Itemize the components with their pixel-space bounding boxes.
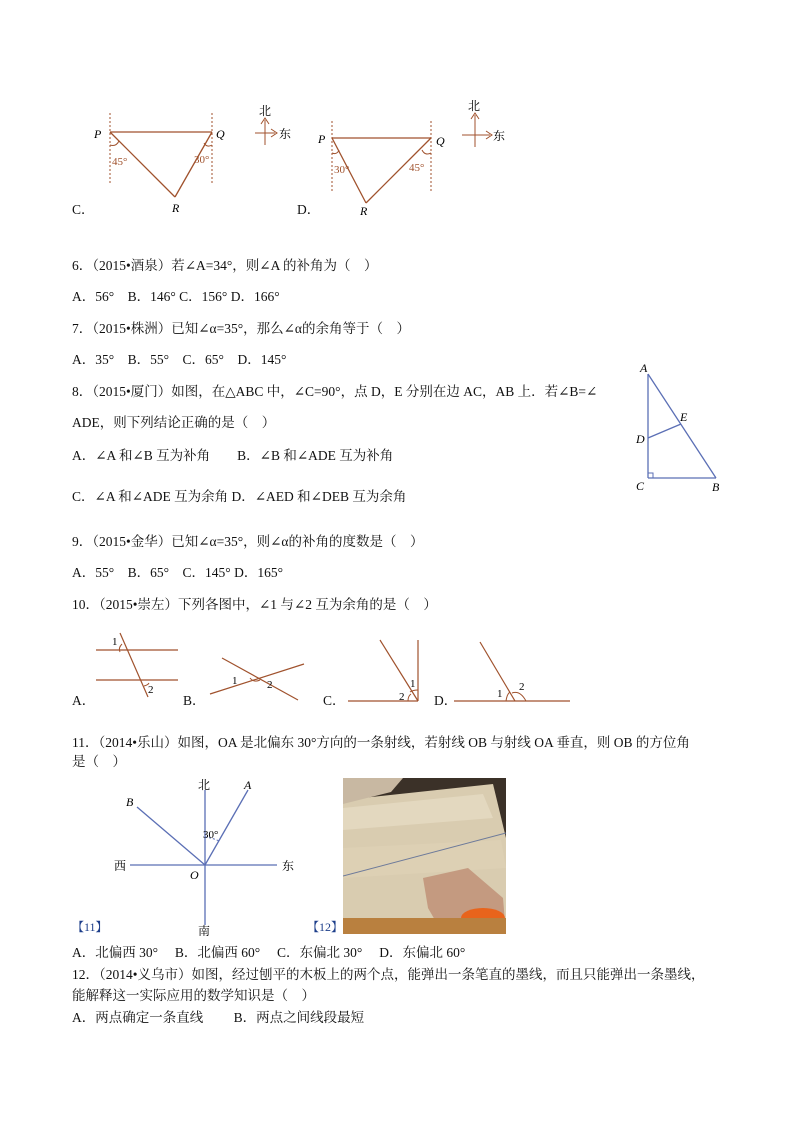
- c-label-q: Q: [216, 127, 225, 141]
- d-label-r: R: [360, 204, 368, 218]
- a-angle-1: 1: [112, 636, 118, 648]
- c-angle-arc-left: [110, 141, 119, 146]
- q10-option-b-label: B．: [183, 693, 206, 708]
- a-arc-1: [119, 644, 122, 652]
- photo-table-edge: [343, 918, 506, 934]
- q10-figure-d: [454, 642, 570, 701]
- q8-label-c: C: [636, 479, 645, 493]
- q7-stem: 7．（2015•株洲）已知∠α=35°，那么∠α的余角等于（ ）: [72, 321, 411, 336]
- q11-ray-oa: [205, 790, 248, 865]
- q11-stem-line1: 11．（2014•乐山）如图，OA 是北偏东 30°方向的一条射线，若射线 OB 与射线 OA 垂直，则 OB 的方位角: [72, 735, 690, 750]
- q8-stem-line2: ADE，则下列结论正确的是（ ）: [72, 415, 276, 430]
- d-compass-north: 北: [468, 99, 481, 113]
- q11-ray-ob: [137, 807, 205, 865]
- d-label-p: P: [318, 132, 326, 146]
- d-arc-1: [506, 692, 510, 701]
- q8-segment-de: [648, 424, 681, 438]
- q12-figure-tag: 【12】: [307, 920, 344, 934]
- c-angle-2: 2: [399, 691, 405, 703]
- q11-compass-figure: [110, 775, 310, 940]
- q10-option-c-label: C．: [323, 693, 346, 708]
- d-angle-right: 45°: [409, 162, 425, 174]
- q11-label-b: B: [126, 795, 134, 809]
- q8-label-b: B: [712, 480, 720, 494]
- q11-label-north: 北: [198, 778, 211, 792]
- q9-stem: 9．（2015•金华）已知∠α=35°，则∠α的补角的度数是（ ）: [72, 534, 424, 549]
- a-angle-2: 2: [148, 684, 154, 696]
- q5-figure-c: [93, 104, 291, 215]
- q8-options-line2: C．∠A 和∠ADE 互为余角 D．∠AED 和∠DEB 互为余角: [72, 489, 407, 504]
- q7-options: A．35° B．55° C．65° D．145°: [72, 352, 287, 367]
- q6-options: A．56° B．146° C．156° D．166°: [72, 289, 280, 304]
- q10-option-d-label: D．: [434, 693, 458, 708]
- c-arc-2: [408, 694, 411, 701]
- q10-option-a-label: A．: [72, 693, 96, 708]
- c-compass-east: 东: [279, 127, 292, 141]
- q11-label-west: 西: [114, 859, 127, 873]
- q8-stem-line1: 8．（2015•厦门）如图，在△ABC 中，∠C=90°，点 D，E 分别在边 AC，AB 上．若∠B=∠: [72, 384, 598, 399]
- q12-stem-line2: 能解释这一实际应用的数学知识是（ ）: [72, 988, 315, 1003]
- q10-figure-b: [210, 658, 304, 700]
- c-label-r: R: [172, 201, 180, 215]
- q11-label-o: O: [190, 868, 199, 882]
- q12-photo-illustration: [343, 778, 506, 934]
- q11-label-south: 南: [198, 924, 211, 938]
- q10-stem: 10．（2015•崇左）下列各图中，∠1 与∠2 互为余角的是（ ）: [72, 597, 437, 612]
- d-angle-left: 30°: [334, 164, 350, 176]
- q11-stem-line2: 是（ ）: [72, 754, 126, 769]
- c-compass-north: 北: [259, 104, 272, 118]
- q6-stem: 6．（2015•酒泉）若∠A=34°，则∠A 的补角为（ ）: [72, 258, 378, 273]
- c-angle-left: 45°: [112, 156, 128, 168]
- q8-right-angle-mark: [648, 473, 653, 478]
- q5-figure-d: [317, 99, 505, 218]
- q11-figure-tag: 【11】: [72, 920, 108, 934]
- q8-label-d: D: [636, 432, 645, 446]
- q8-label-e: E: [680, 410, 688, 424]
- q5-option-c-label: C．: [72, 202, 95, 217]
- b-angle-1: 1: [232, 675, 238, 687]
- q10-figure-a: [96, 633, 178, 697]
- q8-label-a: A: [640, 362, 648, 375]
- q11-angle-label: 30°: [203, 829, 219, 841]
- q12-woodboard-photo: [343, 778, 506, 934]
- q5-option-d-label: D．: [297, 202, 321, 217]
- q8-side-ab: [648, 374, 716, 478]
- q12-stem-line1: 12．（2014•义乌市）如图，经过刨平的木板上的两个点，能弹出一条笔直的墨线，而且只能弹出一条墨线，: [72, 967, 705, 982]
- b-line-1: [210, 664, 304, 694]
- q11-label-a: A: [244, 778, 252, 792]
- q9-options: A．55° B．65° C．145° D．165°: [72, 565, 283, 580]
- d-compass-east: 东: [493, 129, 506, 143]
- d-angle-1: 1: [497, 688, 503, 700]
- b-angle-2: 2: [267, 679, 273, 691]
- d-angle-arc-right: [422, 150, 431, 154]
- c-angle-right: 30°: [194, 154, 210, 166]
- q8-options-line1: A．∠A 和∠B 互为补角 B．∠B 和∠ADE 互为补角: [72, 448, 394, 463]
- c-label-p: P: [94, 127, 102, 141]
- q11-options: A．北偏西 30° B．北偏西 60° C．东偏北 30° D．东偏北 60°: [72, 945, 466, 960]
- q11-label-east: 东: [282, 859, 295, 873]
- q8-triangle-figure: [632, 362, 732, 500]
- d-label-q: Q: [436, 134, 445, 148]
- d-angle-2: 2: [519, 681, 525, 693]
- c-angle-1: 1: [410, 678, 416, 690]
- q10-figure-c: [348, 640, 418, 703]
- q12-options: A．两点确定一条直线 B．两点之间线段最短: [72, 1010, 365, 1025]
- a-transversal: [120, 633, 148, 697]
